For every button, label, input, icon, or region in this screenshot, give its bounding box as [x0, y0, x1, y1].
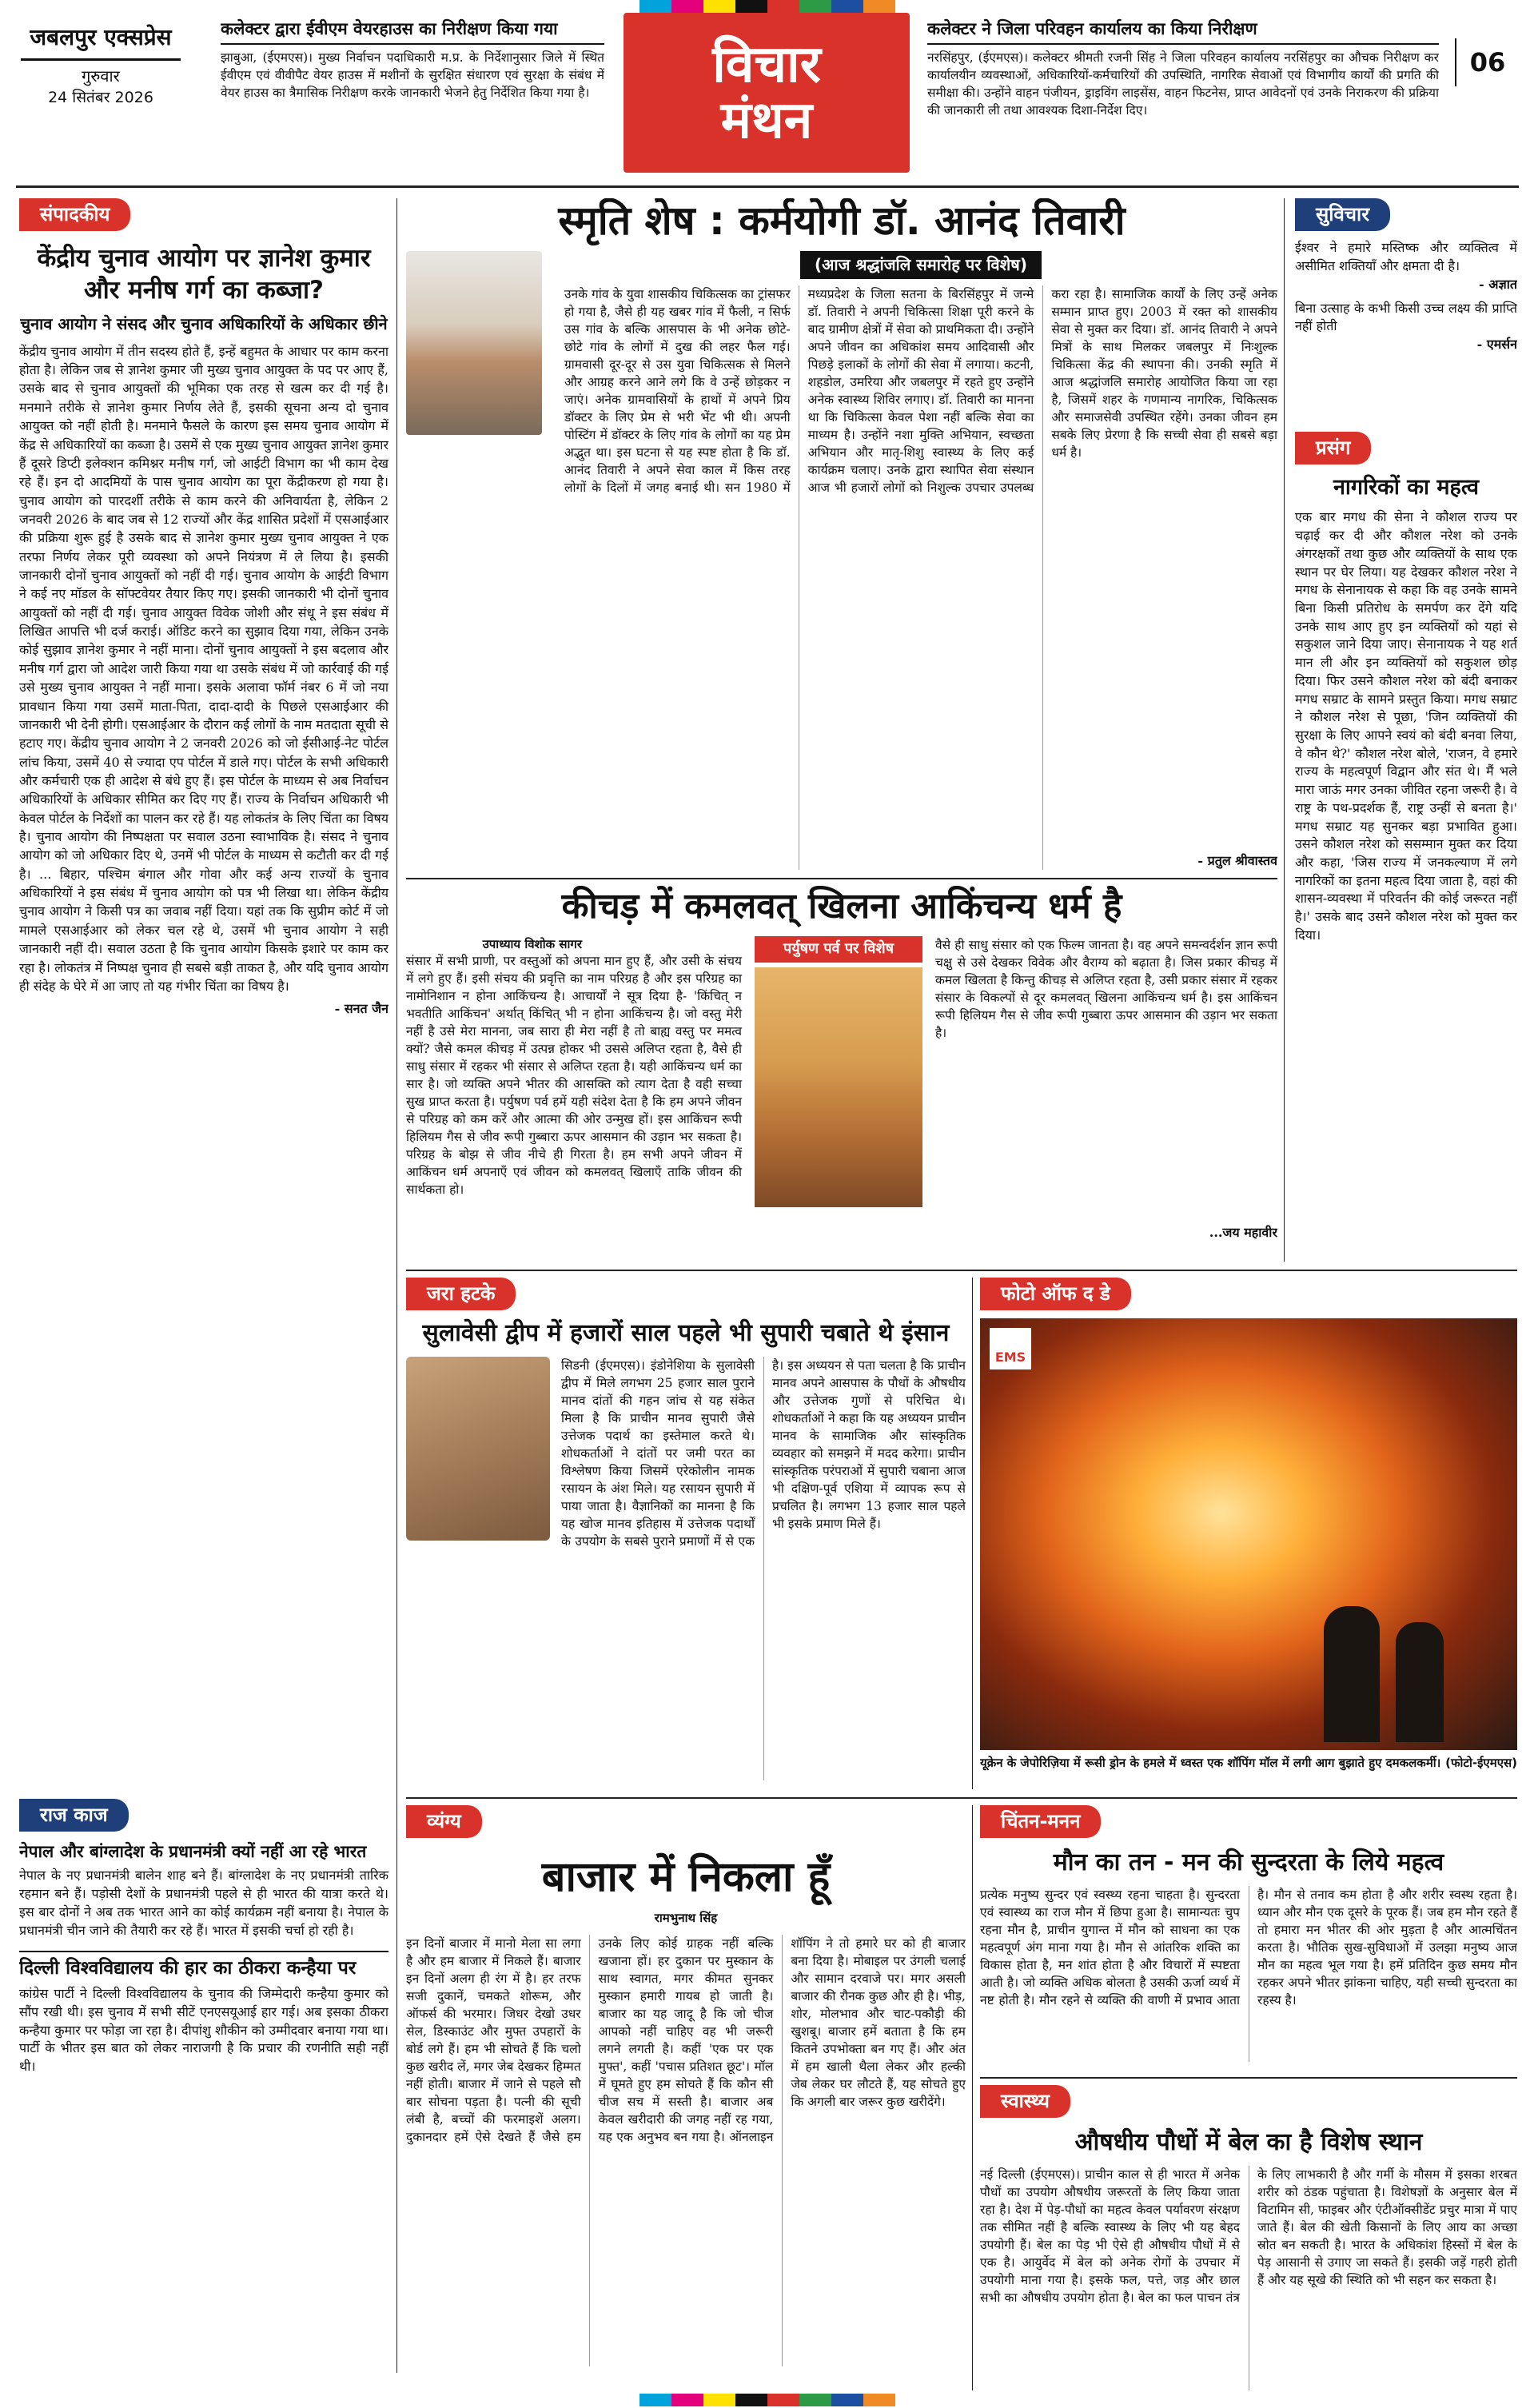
brief-body: झाबुआ, (ईएमएस)। मुख्य निर्वाचन पदाधिकारी म.प्र. के निर्देशानुसार जिले में स्थित ईवीएम एवं वीवीपैट वेयर हाउस में मशीनों के सुरक्षित संधारण एवं सुरक्षा के संबंध में वेयर हाउस का त्रैमासिक निरीक्षण करके जानकारी भेजने हेतु निर्देशित किया गया है। — [221, 50, 604, 100]
chintan-tag: चिंतन-मनन — [980, 1805, 1101, 1838]
vyangya-article — [406, 1805, 966, 2390]
prasang-tag: प्रसंग — [1295, 432, 1371, 464]
monk-photo — [755, 967, 922, 1207]
vyangya-body: इन दिनों बाजार में मानो मेला सा लगा है और हम बाजार में निकले हैं। बाजार इन दिनों अलग ही रंग में है। हर तरफ सजी दुकानें, चमकते शोरूम, और ऑफर्स की भरमार। जिधर देखो उधर सेल, डिस्काउंट और मुफ्त उपहारों के बोर्ड लगे हैं। हम भी सोचते हैं कि चलो कुछ खरीद लें, मगर जेब देखकर हिम्मत नहीं होती। बाजार में जाने से पहले सौ बार सोचना पड़ता है। पत्नी की सूची लंबी है, बच्चों की फरमाइशें अलग। दुकानदार हमें ऐसे देखते हैं जैसे हम उनके लिए कोई ग्राहक नहीं बल्कि खजाना हों। हर दुकान पर मुस्कान के साथ स्वागत, मगर कीमत सुनकर मुस्कान हमारी गायब हो जाती है। बाजार का यह जादू है कि जो चीज आपको नहीं चाहिए वह भी जरूरी लगने लगती है। कहीं 'एक पर एक मुफ्त', कहीं 'पचास प्रतिशत छूट'। मॉल में घूमते हुए हम सोचते हैं कि कौन सी चीज सच में सस्ती है। बाजार अब केवल खरीदारी की जगह नहीं रह गया, यह एक अनुभव बन गया है। ऑनलाइन शॉपिंग ने तो हमारे घर को ही बाजार बना दिया है। मोबाइल पर उंगली चलाई और सामान दरवाजे पर। मगर असली बाजार की रौनक कुछ और ही है। भीड़, शोर, मोलभाव और चाट-पकौड़ी की खुशबू। बाजार हमें बताता है कि हम कितने उपभोक्ता बन गए हैं। और अंत में हम खाली थैला लेकर और हल्की जेब लेकर घर लौटते हैं, यह सोचते हुए कि अगली बार जरूर कुछ खरीदेंगे। — [406, 1936, 966, 2144]
section-title-line1: विचार — [712, 34, 821, 94]
smriti-signature: - प्रतुल श्रीवास्तव — [1189, 852, 1277, 870]
fire-photo — [980, 1318, 1517, 1750]
brief-transport-inspection — [927, 18, 1439, 177]
editorial-signature: - सनत जैन — [334, 1001, 388, 1017]
registration-strip-top — [0, 0, 1534, 13]
column-divider — [396, 198, 397, 2373]
swasthya-tag: स्वास्थ्य — [980, 2085, 1070, 2118]
paryushan-headline: कीचड़ में कमलवत् खिलना आकिंचन्य धर्म है — [561, 886, 1122, 927]
editorial-tag: संपादकीय — [19, 198, 130, 231]
brief-title: कलेक्टर ने जिला परिवहन कार्यालय का किया निरीक्षण — [927, 18, 1439, 45]
paryushan-body-left: संसार में सभी प्राणी, पर वस्तुओं को अपना मान हुए हैं, और उसी के संचय में लगे हुए हैं। इसी संचय की प्रवृत्ति का नाम परिग्रह है और इस परिग्रह का नामोनिशान न होना आकिंचन्य है। आचार्यों ने सूत्र दिया है- 'किंचित् न भवतीति आकिंचन' अर्थात् किंचित् भी न होना आकिंचन्य है। जो वस्तु मेरी नहीं है उसे मेरा मानना, जब सारा ही मेरा नहीं है तो बाह्य वस्तु पर ममत्व क्यों? जैसे कमल कीचड़ में उत्पन्न होकर भी उससे अलिप्त रहता है, वैसे ही साधु संसार में रहकर भी संसार से अलिप्त रहता है। यही आकिंचन्य धर्म का सार है। जो व्यक्ति अपने भीतर की आसक्ति को त्याग देता है वही सच्चा सुख प्राप्त करता है। पर्युषण पर्व हमें यही संदेश देता है कि हम अपने जीवन से परिग्रह को कम करें और आत्मा की ओर उन्मुख हों। इस आकिंचन रूपी हिलियम गैस से जीव रूपी गुब्बारा ऊपर आसमान की उड़ान भर सकता है। परिग्रह के बोझ से जीव नीचे ही गिरता है। हम सभी अपने जीवन में आकिंचन धर्म अपनाएँ एवं जीवन को कमलवत् खिलाएँ ताकि जीवन की सार्थकता हो। — [406, 954, 742, 1198]
raj-kaaj-item1-body: नेपाल के नए प्रधानमंत्री बालेन शाह बने हैं। बांग्लादेश के नए प्रधानमंत्री तारिक रहमान बने हैं। पड़ोसी देशों के प्रधानमंत्री पहले से ही भारत की यात्रा करते थे। इस बार दोनों ने अब तक भारत आने का कोई कार्यक्रम नहीं बनाया है। नेपाल के प्रधानमंत्री चीन जाने की तैयारी कर रहे हैं। भारत में इसकी चर्चा हो रही है। — [19, 1868, 388, 1938]
photo-of-day — [980, 1278, 1517, 1789]
smriti-subtag: (आज श्रद्धांजलि समारोह पर विशेष) — [800, 251, 1042, 280]
zara-hatke-body: सिडनी (ईएमएस)। इंडोनेशिया के सुलावेसी द्वीप में मिले लगभग 25 हजार साल पुराने मानव दांतों की गहन जांच से यह संकेत मिला है कि प्राचीन मानव सुपारी जैसे उत्तेजक पदार्थ का इस्तेमाल करते थे। शोधकर्ताओं ने दांतों पर जमी परत का विश्लेषण किया जिसमें एरेकोलीन नामक रसायन के अंश मिले। यह रसायन सुपारी में पाया जाता है। वैज्ञानिकों का मानना है कि यह खोज मानव इतिहास में उत्तेजक पदार्थों के उपयोग के सबसे पुराने प्रमाणों में से एक है। इस अध्ययन से पता चलता है कि प्राचीन मानव अपने आसपास के पौधों के औषधीय और उत्तेजक गुणों से परिचित थे। शोधकर्ताओं ने कहा कि यह अध्ययन प्राचीन मानव के सामाजिक और सांस्कृतिक व्यवहार को समझने में मदद करेगा। प्राचीन सांस्कृतिक परंपराओं में सुपारी चबाना आज भी दक्षिण-पूर्व एशिया में व्यापक रूप से प्रचलित है। लगभग 13 हजार साल पहले भी इसके प्रमाण मिले हैं। — [561, 1357, 966, 1549]
raj-kaaj-item1-title: नेपाल और बांग्लादेश के प्रधानमंत्री क्यों नहीं आ रहे भारत — [19, 1842, 367, 1862]
section-title-box — [624, 13, 910, 173]
smriti-headline: स्मृति शेष : कर्मयोगी डॉ. आनंद तिवारी — [558, 198, 1126, 244]
suvichar-quote1: ईश्वर ने हमारे मस्तिष्क और व्यक्तित्व में असीमित शक्तियाँ और क्षमता दी है। — [1295, 240, 1517, 273]
issue-date: 24 सितंबर 2026 — [48, 89, 153, 107]
registration-strip-bottom — [0, 2394, 1534, 2406]
section-rule — [406, 1270, 1517, 1271]
suvichar-quote2: बिना उत्साह के कभी किसी उच्च लक्ष्य की प्राप्ति नहीं होती — [1295, 300, 1517, 334]
swasthya-body: नई दिल्ली (ईएमएस)। प्राचीन काल से ही भारत में अनेक पौधों का उपयोग औषधीय जरूरतों के लिए किया जाता रहा है। देश में पेड़-पौधों का महत्व केवल पर्यावरण संरक्षण तक सीमित नहीं है बल्कि स्वास्थ्य के लिए भी यह बेहद उपयोगी हैं। बेल का पेड़ भी ऐसे ही औषधीय पौधों में से एक है। आयुर्वेद में बेल को अनेक रोगों के उपचार में उपयोगी माना गया है। इसके फल, पत्ते, जड़ और छाल सभी का औषधीय उपयोग होता है। बेल का फल पाचन तंत्र के लिए लाभकारी है और गर्मी के मौसम में इसका शरबत शरीर को ठंडक पहुंचाता है। विशेषज्ञों के अनुसार बेल में विटामिन सी, फाइबर और एंटीऑक्सीडेंट प्रचुर मात्रा में पाए जाते हैं। बेल की खेती किसानों के लिए आय का अच्छा स्रोत बन सकती है। भारत के अधिकांश हिस्सों में बेल के पेड़ आसानी से उगाए जा सकते हैं। इसकी जड़ें गहरी होती हैं और यह सूखे की स्थिति को भी सहन कर सकता है। — [980, 2167, 1517, 2305]
page-number: 06 — [1469, 46, 1506, 78]
editorial-column — [19, 198, 388, 1788]
section-rule — [406, 1797, 1517, 1799]
editorial-subhead: चुनाव आयोग ने संसद और चुनाव अधिकारियों के अधिकार छीने — [20, 313, 388, 333]
paper-date-block — [21, 22, 181, 182]
masthead-rule — [16, 185, 1519, 188]
paryushan-byline: उपाध्याय विशोक सागर — [482, 936, 582, 951]
brief-title: कलेक्टर द्वारा ईवीएम वेयरहाउस का निरीक्षण किया गया — [221, 18, 604, 45]
paryushan-tag: पर्युषण पर्व पर विशेष — [755, 936, 922, 963]
prasang-headline: नागरिकों का महत्व — [1333, 475, 1480, 500]
suvichar-author2: - एमर्सन — [1476, 337, 1517, 353]
section-rule — [406, 878, 1277, 879]
smriti-body: उनके गांव के युवा शासकीय चिकित्सक का ट्रांसफर हो गया है, जैसे ही यह खबर गांव में फैली, न सिर्फ उस गांव के बल्कि आसपास के भी अनेक छोटे-छोटे गांव के लोगों में दुख की लहर फैल गई। ग्रामवासी दूर-दूर से उस युवा चिकित्सक से मिलने और आग्रह करने आने लगे कि वे उन्हें छोड़कर न जाएं। अनेक ग्रामवासियों के हाथों में अपने प्रिय डॉक्टर के लिए प्रेम से भरी भेंट भी थी। अपनी पोस्टिंग में डॉक्टर के लिए गांव के लोगों का यह प्रेम अद्भुत था। इस घटना से यह स्पष्ट होता है कि डॉ. आनंद तिवारी ने अपने सेवा काल में किस तरह लोगों के दिलों में जगह बनाई थी। सन 1980 में मध्यप्रदेश के जिला सतना के बिरसिंहपुर में जन्मे डॉ. तिवारी ने अपनी चिकित्सा शिक्षा पूरी करने के बाद ग्रामीण क्षेत्रों में सेवा को प्राथमिकता दी। उन्होंने अपने जीवन का अधिकांश समय आदिवासी और पिछड़े इलाकों के लोगों की सेवा में लगाया। कटनी, शहडोल, उमरिया और जबलपुर में रहते हुए उन्होंने अनेक स्वास्थ्य शिविर लगाए। डॉ. तिवारी का मानना था कि चिकित्सा केवल पेशा नहीं बल्कि सेवा का माध्यम है। उन्होंने नशा मुक्ति अभियान, स्वच्छता अभियान और मातृ-शिशु स्वास्थ्य के लिए कई कार्यक्रम चलाए। उनके द्वारा स्थापित सेवा संस्थान आज भी हजारों लोगों को निशुल्क उपचार उपलब्ध करा रहा है। सामाजिक कार्यों के लिए उन्हें अनेक सम्मान प्राप्त हुए। 2003 में रक्त को शासकीय सेवा से मुक्त कर दिया। डॉ. आनंद तिवारी ने अपने मित्रों के साथ मिलकर जबलपुर में निःशुल्क चिकित्सा केंद्र की स्थापना की। उनकी स्मृति में आज श्रद्धांजलि समारोह आयोजित किया जा रहा है, जिसमें शहर के गणमान्य नागरिक, चिकित्सक और समाजसेवी उपस्थित रहेंगे। उनका जीवन हम सबके लिए प्रेरणा है कि सच्ची सेवा ही सबसे बड़ा धर्म है। — [564, 287, 1277, 496]
column-divider — [972, 1278, 973, 1789]
smriti-article — [406, 198, 1277, 870]
raj-kaaj-item2-title: दिल्ली विश्वविद्यालय की हार का ठीकरा कन्हैया पर — [19, 1951, 388, 1981]
firefighter-silhouette — [1396, 1622, 1444, 1742]
chintan-headline: मौन का तन - मन की सुन्दरता के लिये महत्व — [1053, 1848, 1444, 1877]
brief-body: नरसिंहपुर, (ईएमएस)। कलेक्टर श्रीमती रजनी सिंह ने जिला परिवहन कार्यालय नरसिंहपुर का औचक निरीक्षण कर कार्यालयीन व्यवस्थाओं, अधिकारियों-कर्मचारियों की उपस्थिति, नागरिक सेवाओं एवं विभागीय कार्यों की प्रगति की समीक्षा की। उन्होंने वाहन पंजीयन, ड्राइविंग लाइसेंस, वाहन फिटनेस, प्राप्त आवेदनों एवं उनके निराकरण की प्रक्रिया की जानकारी ली तथा आवश्यक दिशा-निर्देश दिए। — [927, 50, 1439, 118]
suvichar-box — [1295, 198, 1517, 398]
suvichar-author1: - अज्ञात — [1479, 276, 1517, 292]
swasthya-article — [980, 2085, 1517, 2390]
editorial-body: केंद्रीय चुनाव आयोग में तीन सदस्य होते हैं, इन्हें बहुमत के आधार पर काम करना होता है। लेकिन जब से ज्ञानेश कुमार जी मुख्य चुनाव आयुक्त के पद पर आए हैं, उसके बाद से चुनाव आयुक्तों की भूमिका एक तरह से खत्म कर दी गई है। मनमाने तरीके से ज्ञानेश कुमार निर्णय लेते हैं, इसकी सूचना अन्य दो चुनाव आयुक्त को नहीं होती है। मनमाने फैसले के कारण इस समय चुनाव आयोग में केंद्र से अधिकारियों का कब्जा है। उसमें से एक मुख्य चुनाव आयुक्त ज्ञानेश कुमार हैं दूसरे डिप्टी इलेक्शन कमिश्नर मनीष गर्ग, जो आईटी विभाग का भी काम देख रहे हैं। इन दो आदमियों के पास चुनाव आयोग का पूरा केंद्रीकरण हो गया है। चुनाव आयोग को पारदर्शी तरीके से काम करने की अनिवार्यता है, लेकिन 2 जनवरी 2026 के बाद जब से 12 राज्यों और केंद्र शासित प्रदेशों में एसआईआर की प्रक्रिया शुरू हुई है उसके बाद से ज्ञानेश कुमार मुख्य चुनाव आयुक्त ने एक तरफा निर्णय लेकर पूरी व्यवस्था को अपने नियंत्रण में ले लिया है। इसकी जानकारी दोनों चुनाव आयुक्तों को नहीं दी गई। चुनाव आयोग के आईटी विभाग ने कई नए मॉडल के सॉफ्टवेयर तैयार किए गए। इसकी जानकारी भी दोनों चुनाव आयुक्तों को नहीं दी गई। चुनाव आयुक्त विवेक जोशी और संधू ने इस संबंध में लिखित आपत्ति भी दर्ज कराई। ऑडिट करने का सुझाव दिया गया, लेकिन उनके कोई सुझाव ज्ञानेश कुमार ने नहीं माना। दोनों चुनाव आयुक्तों ने इस बदलाव और मनीष गर्ग द्वारा जो आदेश जारी किया गया था उसके संबंध में जो कार्रवाई की गई उसे मुख्य चुनाव आयुक्त ने नहीं माना। इसके अलावा फॉर्म नंबर 6 में जो नया प्रावधान किया गया उसमें माता-पिता, दादा-दादी के पिछले एसआईआर की जानकारी भी देनी होगी। एसआईआर के दौरान कई लोगों के नाम मतदाता सूची से हटाए गए। केंद्रीय चुनाव आयोग ने 2 जनवरी 2026 को जो ईसीआई-नेट पोर्टल लांच किया, उसमें 40 से ज्यादा एप पोर्टल में डाले गए। पोर्टल के सभी अधिकारी और कर्मचारी एक ही आदेश से बंधे हुए हैं। इस पोर्टल के माध्यम से अब निर्वाचन अधिकारियों के अधिकार सीमित कर दिए गए हैं। राज्य के निर्वाचन अधिकारी भी केवल पोर्टल के निर्देशों का पालन कर रहे हैं। यह लोकतंत्र के लिए चिंता का विषय है। चुनाव आयोग की निष्पक्षता पर सवाल उठना स्वाभाविक है। संसद ने चुनाव आयोग को जो अधिकार दिए थे, उनमें भी पोर्टल के माध्यम से कटौती कर दी गई है। ... बिहार, पश्चिम बंगाल और गोवा और कई अन्य राज्यों के चुनाव अधिकारियों ने इस संबंध में चुनाव आयोग को पत्र भी लिखा था। लेकिन केंद्रीय चुनाव आयोग ने किसी पत्र का जवाब नहीं दिया। यहां तक कि सुप्रीम कोर्ट में जो मामले एसआईआर को लेकर चल रहे थे, उसमें भी चुनाव आयोग ने सही जानकारी नहीं दी। सवाल उठता है कि चुनाव आयोग किसके इशारे पर काम कर रहा है। लोकतंत्र में निष्पक्ष चुनाव ही सबसे बड़ी ताकत है, और यदि चुनाव आयोग ही संदेह के घेरे में आ जाए तो यह गंभीर चिंता का विषय है। — [19, 343, 388, 994]
paper-name: जबलपुर एक्सप्रेस — [30, 24, 172, 50]
issue-day: गुरुवार — [82, 66, 120, 86]
swasthya-headline: औषधीय पौधों में बेल का है विशेष स्थान — [1074, 2128, 1423, 2157]
section-title-line2: मंथन — [720, 91, 813, 150]
raj-kaaj-item2-body: कांग्रेस पार्टी ने दिल्ली विश्वविद्यालय के चुनाव की जिम्मेदारी कन्हैया कुमार को सौंप रखी थी। इस चुनाव में सभी सीटें एनएसयूआई हार गई। अब इसका ठीकरा कन्हैया कुमार पर फोड़ा जा रहा है। दीपांशु शौकीन को उम्मीदवार बनाया गया था। पार्टी के भीतर इस बात को लेकर नाराजगी है कि प्रचार की रणनीति सही नहीं थी। — [19, 1986, 388, 2075]
raj-kaaj-tag: राज काज — [19, 1799, 129, 1832]
section-rule — [980, 2077, 1517, 2079]
prasang-box — [1295, 432, 1517, 1263]
paryushan-signature: ...जय महावीर — [1209, 1224, 1277, 1240]
raj-kaaj-column — [19, 1799, 388, 2390]
prasang-body: एक बार मगध की सेना ने कौशल राज्य पर चढ़ाई कर दी और कौशल नरेश को उनके अंगरक्षकों तथा कुछ और व्यक्तियों के साथ एक स्थान पर घेर लिया। यह देखकर कौशल नरेश ने मगध के सेनानायक से कहा कि वह उनके सामने बिना किसी प्रतिरोध के समर्पण कर देंगे यदि उनके साथ आए हुए इन व्यक्तियों को यहां से सकुशल जाने दिया जाए। सेनानायक ने यह शर्त मान ली और इन व्यक्तियों को सकुशल छोड़ दिया। फिर उसने कौशल नरेश को बंदी बनाकर मगध सम्राट के सामने प्रस्तुत किया। मगध सम्राट ने कौशल नरेश से पूछा, 'जिन व्यक्तियों की सुरक्षा के लिए आपने स्वयं को बंदी बनवा लिया, वे कौन थे?' कौशल नरेश बोले, 'राजन, वे हमारे राज्य के महत्वपूर्ण विद्वान और संत थे। मैं भले मारा जाऊं मगर उनका जीवित रहना जरूरी है। वे राष्ट्र के पथ-प्रदर्शक हैं, राष्ट्र उन्हीं से बनता है।' मगध सम्राट यह सुनकर बड़ा प्रभावित हुआ। उसने कौशल नरेश को ससम्मान मुक्त कर दिया और कहा, 'जिस राज्य में जनकल्याण में लगे नागरिकों का इतना महत्व दिया जाता है, वहां की शासन-व्यवस्था में परिवर्तन की कोई जरूरत नहीं है।' उसके बाद उसने कौशल नरेश को मुक्त कर दिया। — [1295, 509, 1517, 943]
firefighter-silhouette — [1324, 1606, 1380, 1742]
zara-hatke-headline: सुलावेसी द्वीप में हजारों साल पहले भी सुपारी चबाते थे इंसान — [422, 1319, 950, 1348]
zara-hatke-tag: जरा हटके — [406, 1278, 516, 1310]
portrait-photo — [406, 251, 542, 435]
editorial-headline: केंद्रीय चुनाव आयोग पर ज्ञानेश कुमार और मनीष गर्ग का कब्जा? — [37, 244, 371, 305]
photo-of-day-tag: फोटो ऑफ द डे — [980, 1278, 1131, 1310]
chintan-body: प्रत्येक मनुष्य सुन्दर एवं स्वस्थ्य रहना चाहता है। सुन्दरता एवं स्वास्थ्य का राज मौन में छिपा हुआ है। सामान्यतः चुप रहना मौन है, प्राचीन युगान्त में मौन को साधना का एक महत्वपूर्ण अंग माना गया है। मौन से आंतरिक शक्ति का विकास होता है, मन शांत होता है और विचारों में स्पष्टता आती है। जो व्यक्ति अधिक बोलता है उसकी ऊर्जा व्यर्थ में नष्ट होती है। मौन रहने से व्यक्ति की वाणी में प्रभाव आता है। मौन से तनाव कम होता है और शरीर स्वस्थ रहता है। ध्यान और मौन एक दूसरे के पूरक हैं। जब हम मौन रहते हैं तो हमारा मन भीतर की ओर मुड़ता है और आत्मचिंतन करता है। भौतिक सुख-सुविधाओं में उलझा मनुष्य आज मौन का महत्व भूल गया है। हमें प्रतिदिन कुछ समय मौन रहकर अपने भीतर झांकना चाहिए, यही सच्ची सुन्दरता का रहस्य है। — [980, 1887, 1517, 2007]
zara-hatke-article — [406, 1278, 966, 1789]
betel-nut-photo — [406, 1357, 550, 1541]
page-number-box — [1455, 38, 1519, 86]
brief-evm-inspection — [221, 18, 604, 169]
photo-caption: यूक्रेन के जेपोरिज़िया में रूसी ड्रोन के हमले में ध्वस्त एक शॉपिंग मॉल में लगी आग बुझाते हुए दमकलकर्मी। — [980, 1756, 1441, 1771]
paryushan-article — [406, 886, 1277, 1262]
vyangya-tag: व्यंग्य — [406, 1805, 482, 1838]
column-divider — [1284, 198, 1285, 1262]
suvichar-tag: सुविचार — [1295, 198, 1390, 231]
paryushan-body-right: वैसे ही साधु संसार को एक फिल्म जानता है। वह अपने समन्वर्दर्शन ज्ञान रूपी चक्षु से उसे देखकर विवेक और वैराग्य को बढ़ाता है। जिस प्रकार कीचड़ में कमल खिलता है किन्तु कीचड़ से अलिप्त रहता है, उसी प्रकार संसार में रहकर संसार के विकल्पों से दूर कमलवत् खिलना आकिंचन्य धर्म है। इस आकिंचन रूपी हिलियम गैस से जीव रूपी गुब्बारा ऊपर आसमान की उड़ान भर सकता है। — [935, 937, 1277, 1040]
column-divider — [972, 1805, 973, 2390]
vyangya-byline: रामभुनाथ सिंह — [654, 1910, 718, 1925]
chintan-article — [980, 1805, 1517, 2069]
vyangya-headline: बाजार में निकला हूँ — [541, 1853, 831, 1902]
ems-watermark: EMS — [990, 1328, 1031, 1369]
photo-credit: (फोटो-ईएमएस) — [1445, 1756, 1517, 1771]
